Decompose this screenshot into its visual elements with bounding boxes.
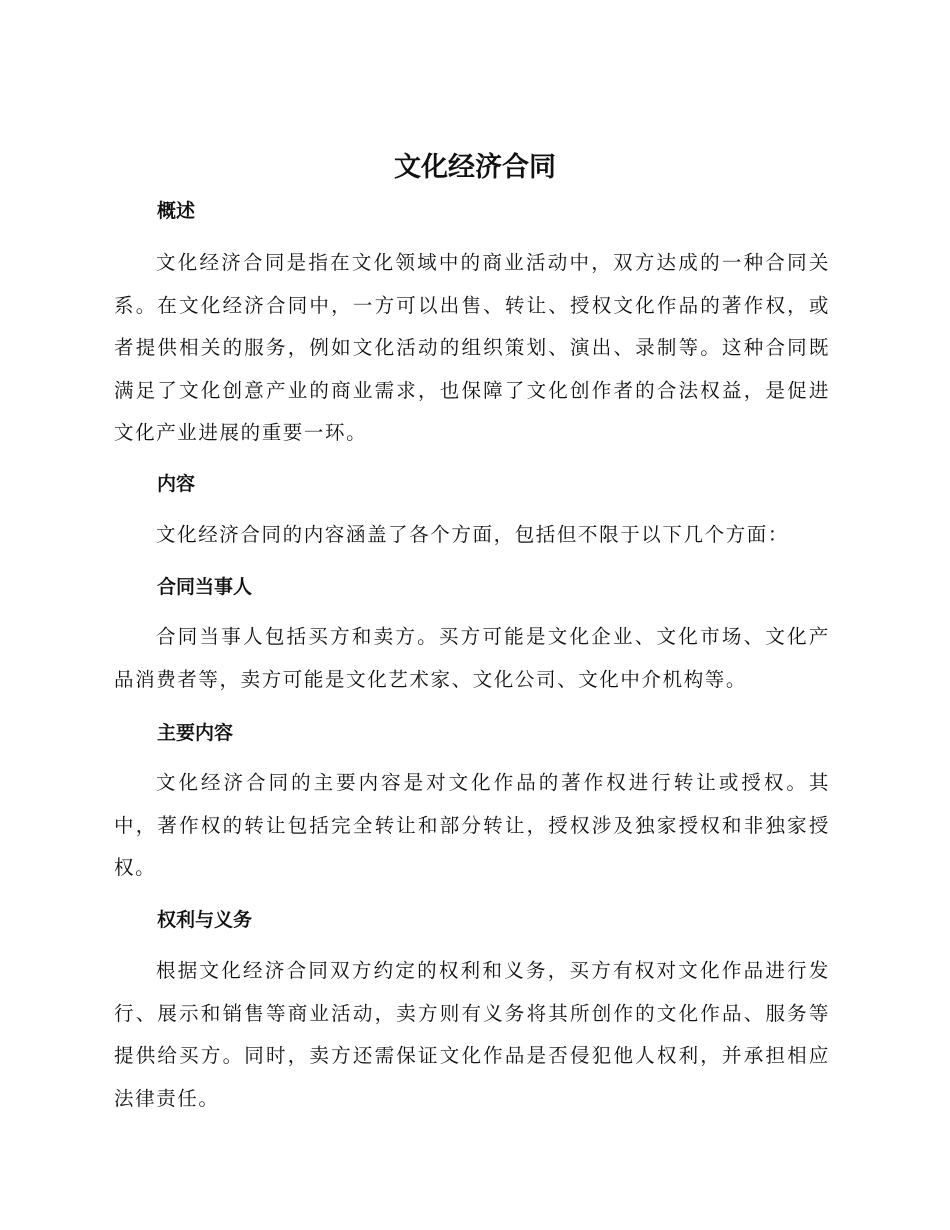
section-heading-content: 内容	[157, 473, 196, 495]
section-paragraph-main-content: 文化经济合同的主要内容是对文化作品的著作权进行转让或授权。其中，著作权的转让包括完全转让和部分转让，授权涉及独家授权和非独家授权。	[114, 771, 830, 879]
section-paragraph-parties: 合同当事人包括买方和卖方。买方可能是文化企业、文化市场、文化产品消费者等，卖方可能是文化艺术家、文化公司、文化中介机构等。	[114, 625, 830, 691]
section-heading-rights-obligations: 权利与义务	[157, 909, 253, 931]
section-heading-parties: 合同当事人	[157, 576, 253, 598]
section-paragraph-overview: 文化经济合同是指在文化领域中的商业活动中，双方达成的一种合同关系。在文化经济合同中，一方可以出售、转让、授权文化作品的著作权，或者提供相关的服务，例如文化活动的组织策划、演出、录制等。这种合同既满足了文化创意产业的商业需求，也保障了文化创作者的合法权益，是促进文化产业进展的重要一环。	[114, 251, 830, 444]
section-heading-overview: 概述	[157, 200, 196, 222]
section-heading-main-content: 主要内容	[157, 722, 234, 744]
section-paragraph-rights-obligations: 根据文化经济合同双方约定的权利和义务，买方有权对文化作品进行发行、展示和销售等商业活动，卖方则有义务将其所创作的文化作品、服务等提供给买方。同时，卖方还需保证文化作品是否侵犯他人权利，并承担相应法律责任。	[114, 959, 830, 1110]
section-paragraph-content: 文化经济合同的内容涵盖了各个方面，包括但不限于以下几个方面：	[156, 523, 790, 546]
document-title: 文化经济合同	[394, 152, 556, 183]
